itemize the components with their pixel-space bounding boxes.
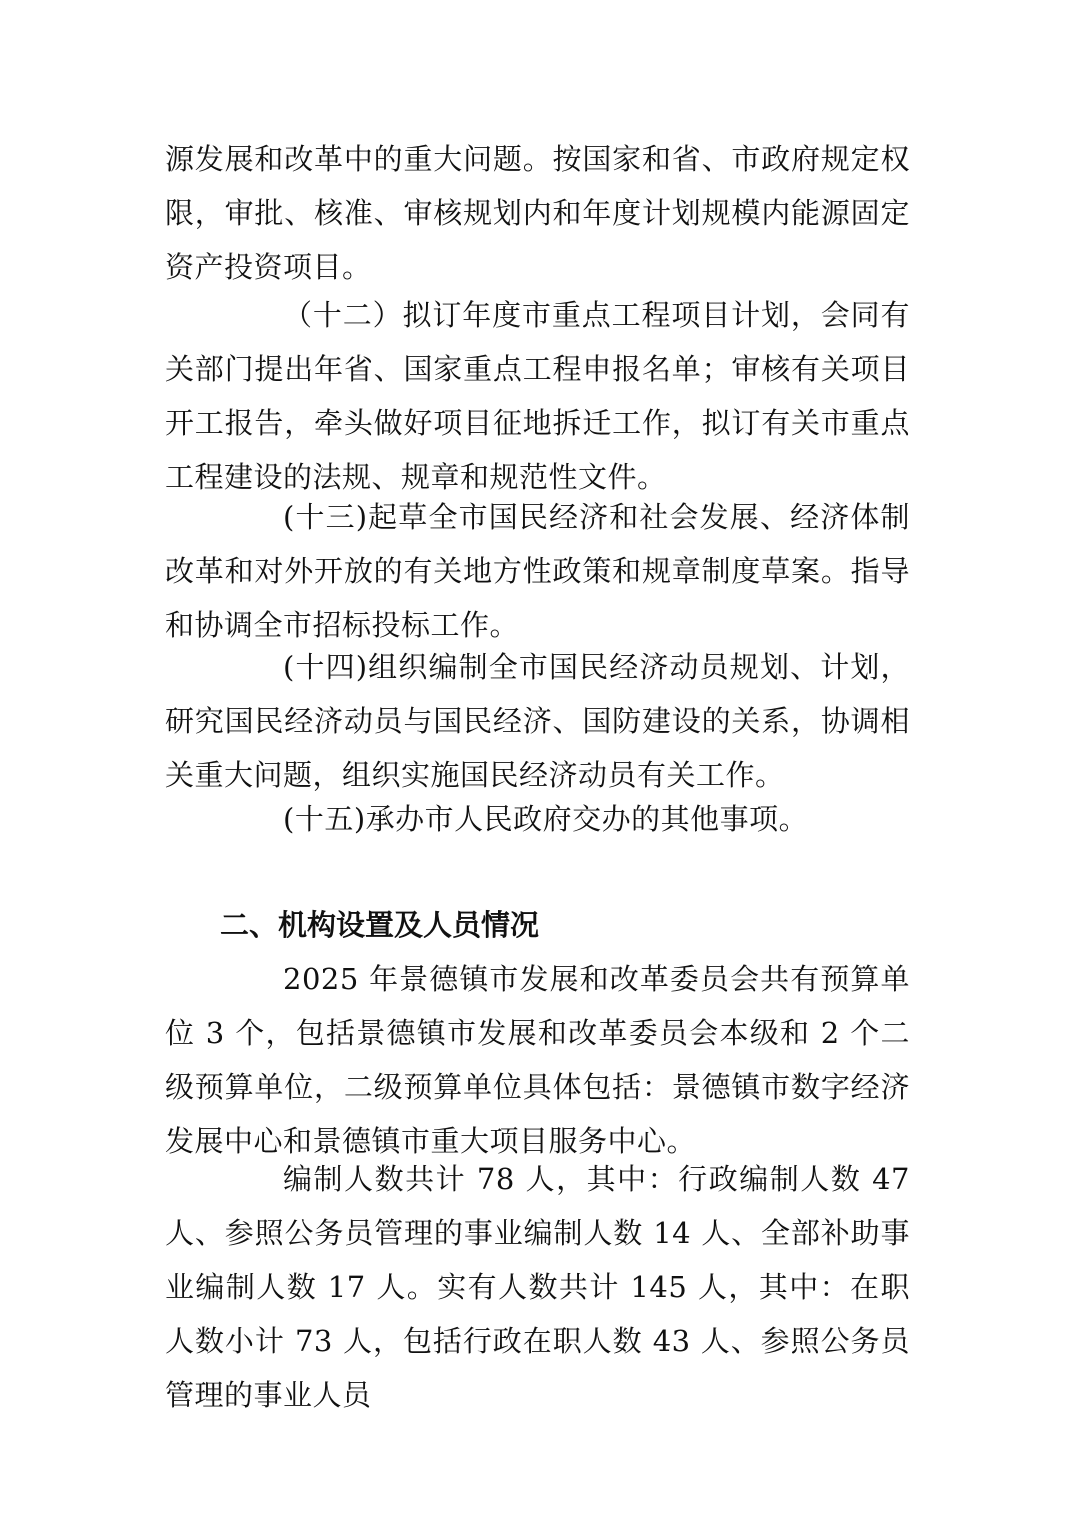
paragraph-budget-units: 2025 年景德镇市发展和改革委员会共有预算单位 3 个，包括景德镇市发展和改革委员会本级和 2 个二级预算单位，二级预算单位具体包括：景德镇市数字经济发展中心和景德镇市重大项目服务中心。 [165,962,910,1158]
paragraph-item-14: (十四)组织编制全市国民经济动员规划、计划，研究国民经济动员与国民经济、国防建设的关系，协调相关重大问题，组织实施国民经济动员有关工作。 [165,650,910,792]
paragraph-energy-projects: 源发展和改革中的重大问题。按国家和省、市政府规定权限，审批、核准、审核规划内和年度计划规模内能源固定资产投资项目。 [165,142,910,284]
paragraph-item-13: (十三)起草全市国民经济和社会发展、经济体制改革和对外开放的有关地方性政策和规章制度草案。指导和协调全市招标投标工作。 [165,500,910,642]
section-heading: 二、机构设置及人员情况 [220,908,540,942]
paragraph-item-15: (十五)承办市人民政府交办的其他事项。 [283,802,809,836]
paragraph-item-12: （十二）拟订年度市重点工程项目计划，会同有关部门提出年省、国家重点工程申报名单；审核有关项目开工报告，牵头做好项目征地拆迁工作，拟订有关市重点工程建设的法规、规章和规范性文件。 [165,298,910,494]
paragraph-staffing: 编制人数共计 78 人，其中：行政编制人数 47 人、参照公务员管理的事业编制人数 14 人、全部补助事业编制人数 17 人。实有人数共计 145 人，其中：在职人数小计 73 人，包括行政在职人数 43 人、参照公务员管理的事业人员 [165,1162,910,1412]
